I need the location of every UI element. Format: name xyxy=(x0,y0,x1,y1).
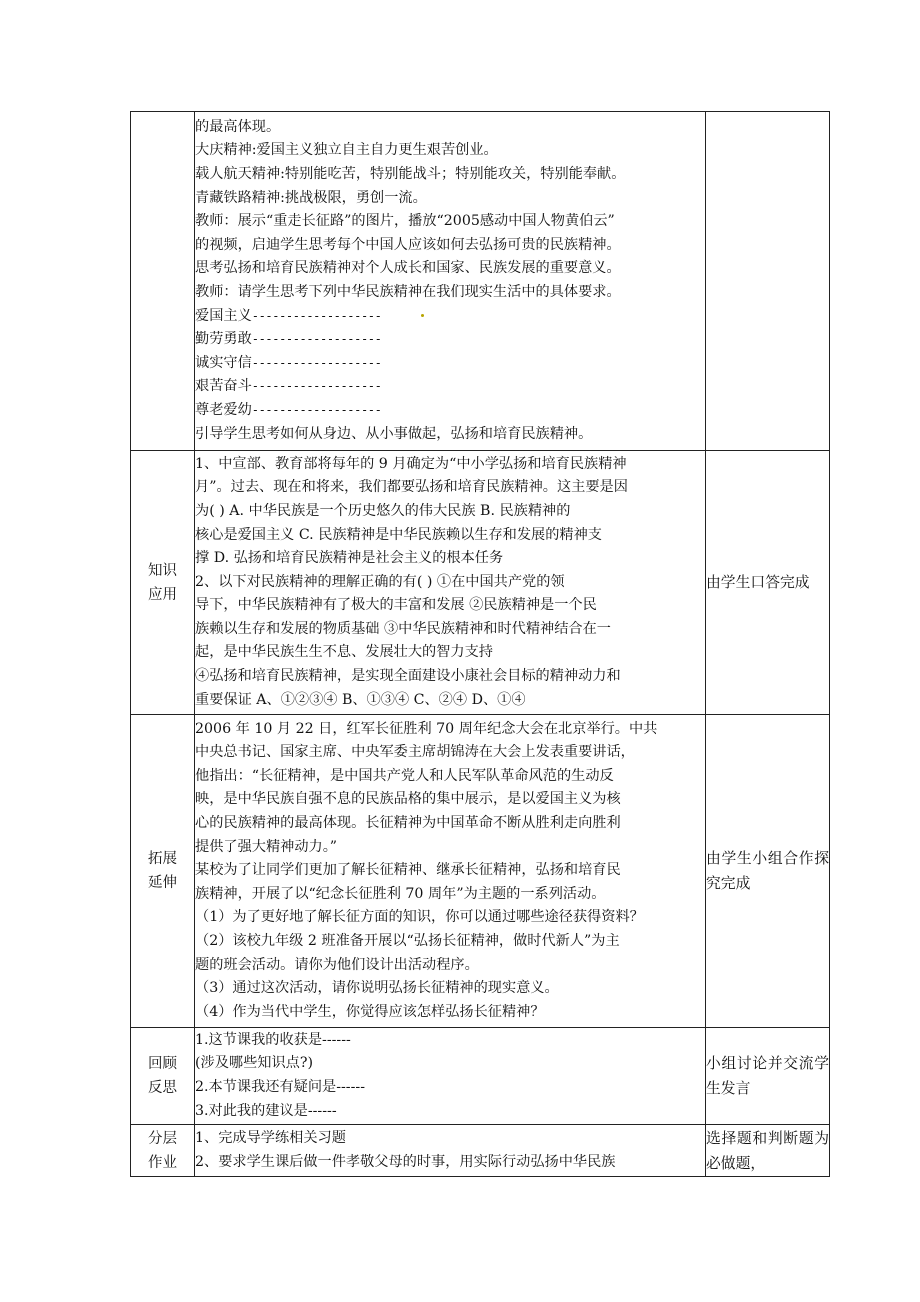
content-line: 2006 年 10 月 22 日，红军长征胜利 70 周年纪念大会在北京举行。中共 xyxy=(195,720,658,737)
row-label xyxy=(131,112,195,451)
content-line: 3.对此我的建议是------ xyxy=(195,1102,337,1119)
row-note: 由学生口答完成 xyxy=(706,451,830,715)
label-line: 分层 xyxy=(148,1130,177,1147)
content-line: （1）为了更好地了解长征方面的知识，你可以通过哪些途径获得资料？ xyxy=(195,909,644,926)
content-line: 提供了强大精神动力。” xyxy=(195,838,338,855)
row-content xyxy=(195,1028,706,1125)
content-line: 1、完成导学练相关习题 xyxy=(195,1129,346,1146)
label-line: 回顾 xyxy=(148,1056,177,1072)
blank-dashes: ------------------- xyxy=(251,308,382,323)
row-knowledge-application xyxy=(131,451,830,715)
blank-line xyxy=(195,305,705,329)
content-line: 撑 D. 弘扬和培育民族精神是社会主义的根本任务 xyxy=(195,550,504,567)
blank-label: 艰苦奋斗 xyxy=(195,378,252,395)
blank-line xyxy=(195,328,705,352)
content-line: 导下，中华民族精神有了极大的丰富和发展 ②民族精神是一个民 xyxy=(195,597,597,614)
lesson-plan-table xyxy=(130,111,830,1177)
row-label xyxy=(131,451,195,715)
row-note xyxy=(706,112,830,451)
content-line: （3）通过这次活动，请你说明弘扬长征精神的现实意义。 xyxy=(195,980,559,997)
content-line: 族赖以生存和发展的物质基础 ③中华民族精神和时代精神结合在一 xyxy=(195,620,611,637)
row-review xyxy=(131,1028,830,1125)
label-line: 应用 xyxy=(148,586,177,603)
label-line: 反思 xyxy=(148,1080,177,1096)
row-content xyxy=(195,1125,706,1177)
content-line: 引导学生思考如何从身边、从小事做起，弘扬和培育民族精神。 xyxy=(195,425,593,442)
blank-line xyxy=(195,352,705,376)
row-label xyxy=(131,715,195,1028)
content-line: 题的班会活动。请你为他们设计出活动程序。 xyxy=(195,956,479,973)
dot-mark xyxy=(421,314,424,317)
blank-dashes: ------------------- xyxy=(251,332,382,347)
row-content xyxy=(195,715,706,1028)
row-homework xyxy=(131,1125,830,1177)
content-line: 大庆精神:爱国主义独立自主自力更生艰苦创业。 xyxy=(195,142,498,159)
note-text: 由学生小组合作探究完成 xyxy=(706,850,829,892)
content-line: 某校为了让同学们更加了解长征精神、继承长征精神，弘扬和培育民 xyxy=(195,862,621,879)
content-line: 核心是爱国主义 C. 民族精神是中华民族赖以生存和发展的精神支 xyxy=(195,526,602,543)
note-text: 小组讨论并交流学生发言 xyxy=(706,1055,829,1097)
note-text: 选择题和判断题为必做题， xyxy=(706,1130,829,1172)
content-line: 族精神，开展了以“纪念长征胜利 70 周年”为主题的一系列活动。 xyxy=(195,885,606,902)
row-label xyxy=(131,1125,195,1177)
content-line: (涉及哪些知识点?) xyxy=(195,1055,313,1072)
content-line: 2、要求学生课后做一件孝敬父母的时事，用实际行动弘扬中华民族 xyxy=(195,1153,616,1170)
content-line: 心的民族精神的最高体现。长征精神为中国革命不断从胜利走向胜利 xyxy=(195,815,621,832)
content-line: 的视频，启迪学生思考每个中国人应该如何去弘扬可贵的民族精神。 xyxy=(195,236,621,253)
label-line: 知识 xyxy=(148,562,177,579)
row-note xyxy=(706,1125,830,1177)
content-line: 重要保证 A、①②③④ B、①③④ C、②④ D、①④ xyxy=(195,691,526,708)
content-line: 的最高体现。 xyxy=(195,118,281,135)
content-line: 1.这节课我的收获是------ xyxy=(195,1031,351,1048)
blank-label: 诚实守信 xyxy=(195,354,252,371)
content-line: 载人航天精神:特别能吃苦，特别能战斗；特别能攻关，特别能奉献。 xyxy=(195,166,626,183)
blank-dashes: ------------------- xyxy=(251,402,382,417)
content-line: 2、以下对民族精神的理解正确的有( ) ①在中国共产党的领 xyxy=(195,573,565,590)
content-line: 1、中宣部、教育部将每年的 9 月确定为“中小学弘扬和培育民族精神 xyxy=(195,455,627,472)
content-line: 月”。过去、现在和将来，我们都要弘扬和培育民族精神。这主要是因 xyxy=(195,479,628,496)
row-note xyxy=(706,1028,830,1125)
blank-label: 勤劳勇敢 xyxy=(195,331,252,348)
label-line: 延伸 xyxy=(148,875,177,891)
row-label xyxy=(131,1028,195,1125)
content-line: 映，是中华民族自强不息的民族品格的集中展示，是以爱国主义为核 xyxy=(195,791,621,808)
label-line: 拓展 xyxy=(148,851,177,867)
content-line: 他指出：“长征精神，是中国共产党人和人民军队革命风范的生动反 xyxy=(195,767,614,784)
content-line: 教师：请学生思考下列中华民族精神在我们现实生活中的具体要求。 xyxy=(195,284,621,300)
blank-line xyxy=(195,399,705,423)
row-note xyxy=(706,715,830,1028)
blank-dashes: ------------------- xyxy=(251,379,382,394)
content-line: 2.本节课我还有疑问是------ xyxy=(195,1079,365,1095)
blank-label: 尊老爱幼 xyxy=(195,401,252,418)
content-line: 思考弘扬和培育民族精神对个人成长和国家、民族发展的重要意义。 xyxy=(195,260,621,277)
blank-dashes: ------------------- xyxy=(251,355,382,370)
content-line: ④弘扬和培育民族精神，是实现全面建设小康社会目标的精神动力和 xyxy=(195,668,621,685)
content-line: 青藏铁路精神:挑战极限，勇创一流。 xyxy=(195,189,427,206)
row-content xyxy=(195,112,706,451)
content-line: （2）该校九年级 2 班准备开展以“弘扬长征精神，做时代新人”为主 xyxy=(195,932,620,949)
label-line: 作业 xyxy=(148,1154,177,1171)
row-content xyxy=(195,451,706,715)
row-continuation xyxy=(131,112,830,451)
content-line: 为( ) A. 中华民族是一个历史悠久的伟大民族 B. 民族精神的 xyxy=(195,502,571,519)
content-line: 中央总书记、国家主席、中央军委主席胡锦涛在大会上发表重要讲话， xyxy=(195,744,635,761)
content-line: （4）作为当代中学生，你觉得应该怎样弘扬长征精神？ xyxy=(195,1003,545,1020)
content-line: 起，是中华民族生生不息、发展壮大的智力支持 xyxy=(195,644,493,661)
content-line: 教师：展示“重走长征路”的图片，播放“2005感动中国人物黄伯云” xyxy=(195,213,615,230)
blank-line xyxy=(195,375,705,399)
blank-label: 爱国主义 xyxy=(195,307,252,324)
row-extension xyxy=(131,715,830,1028)
